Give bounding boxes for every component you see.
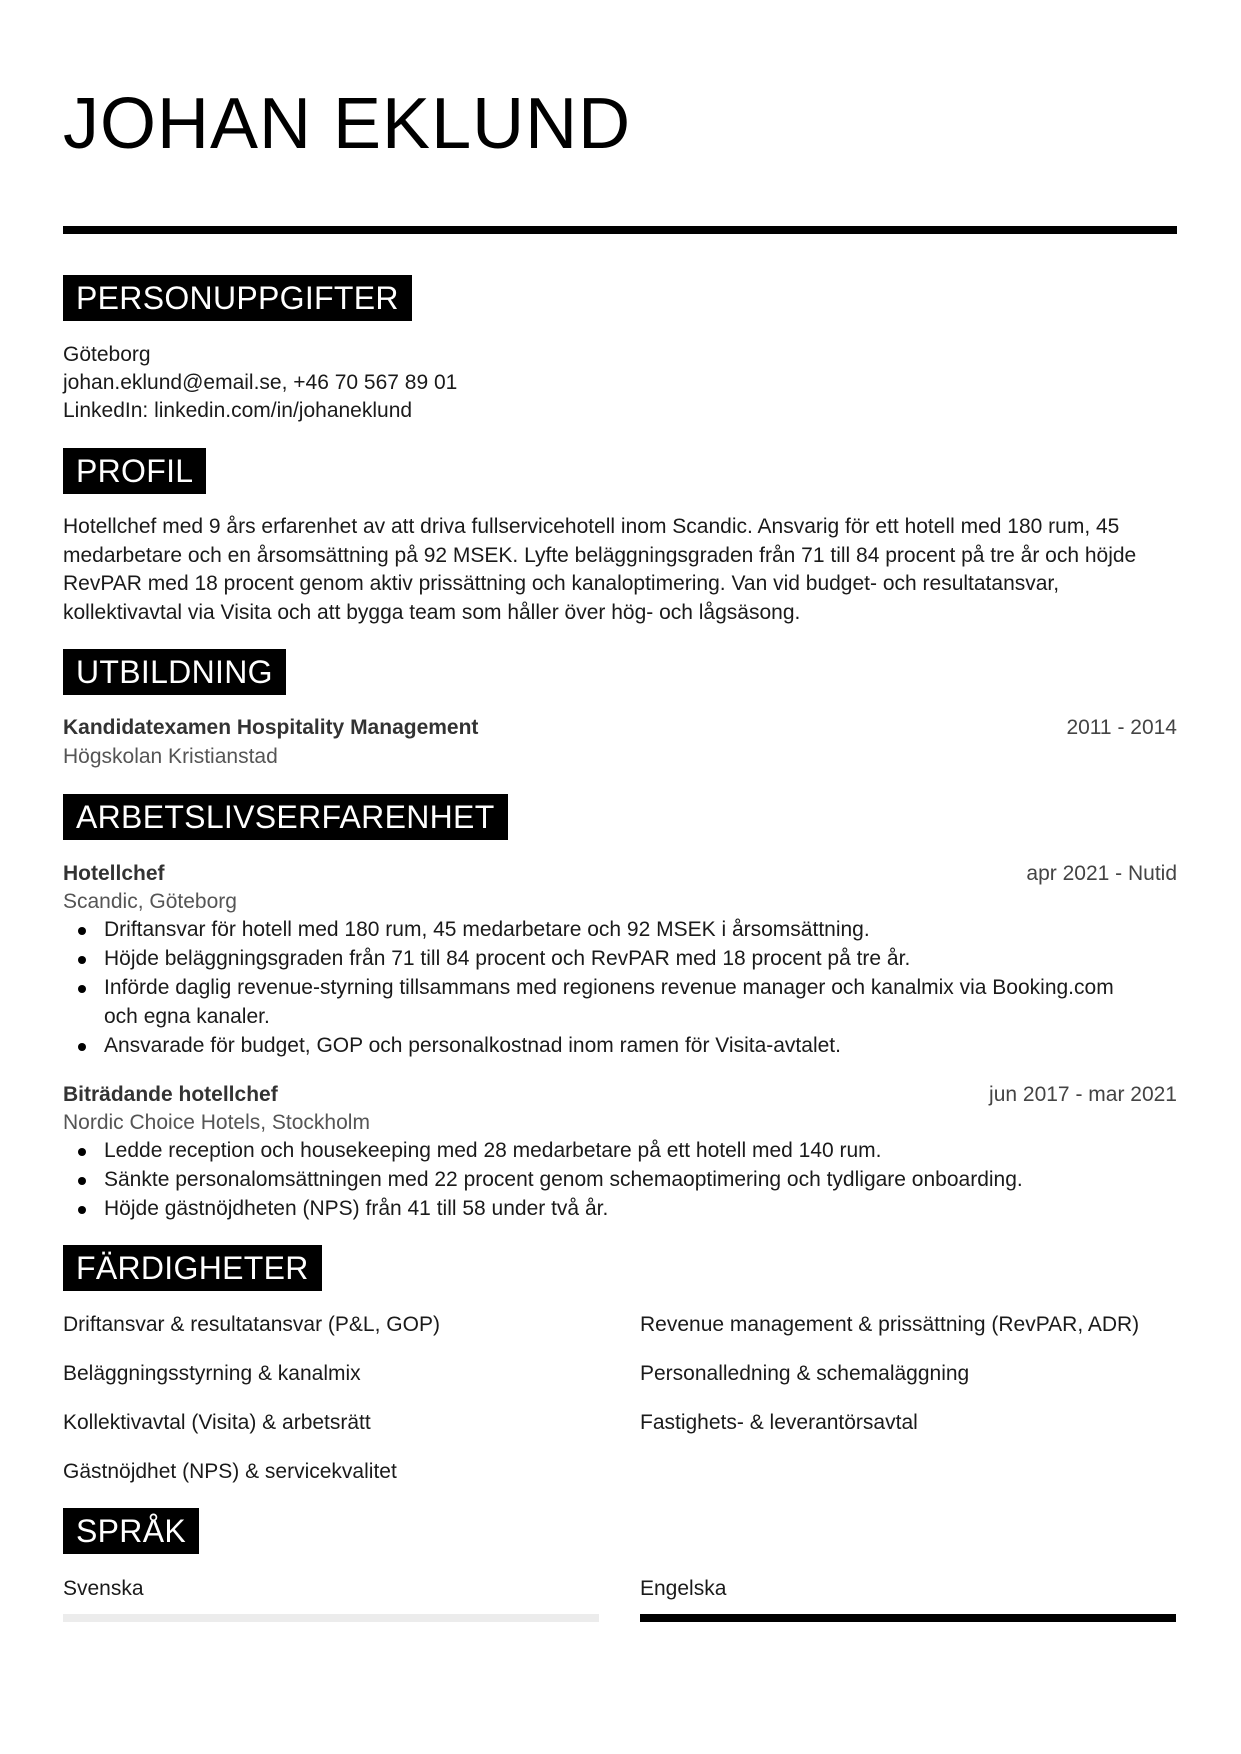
list-item: Driftansvar för hotell med 180 rum, 45 medarbetare och 92 MSEK i årsomsättning. — [63, 915, 1177, 944]
list-item: Ledde reception och housekeeping med 28 medarbetare på ett hotell med 140 rum. — [63, 1136, 1177, 1165]
list-item: Höjde gästnöjdheten (NPS) från 41 till 58 under två år. — [63, 1194, 1177, 1223]
list-item: Sänkte personalomsättningen med 22 procent genom schemaoptimering och tydligare onboarding. — [63, 1165, 1177, 1194]
job-bullets — [63, 1136, 1177, 1223]
skill-item: Fastighets- & leverantörsavtal — [640, 1411, 918, 1434]
name-divider — [63, 226, 1177, 234]
skill-item: Revenue management & prissättning (RevPAR, ADR) — [640, 1313, 1140, 1336]
skill-item: Beläggningsstyrning & kanalmix — [63, 1362, 361, 1385]
education-degree: Kandidatexamen Hospitality Management — [63, 716, 479, 739]
personal-linkedin: LinkedIn: linkedin.com/in/johaneklund — [63, 399, 413, 422]
language-name: Engelska — [640, 1577, 727, 1600]
job-dates: apr 2021 - Nutid — [1026, 862, 1177, 885]
job-title: Biträdande hotellchef — [63, 1083, 278, 1106]
section-heading-personal: PERSONUPPGIFTER — [63, 275, 412, 321]
section-heading-education: UTBILDNING — [63, 649, 286, 695]
section-heading-languages: SPRÅK — [63, 1508, 199, 1554]
profile-text: Hotellchef med 9 års erfarenhet av att driva fullservicehotell inom Scandic. Ansvarig för ett hotell med 180 rum, 45 medarbetare och en årsomsättning på 92 MSEK. Lyfte beläggningsgraden från 71 till 84 procent på tre år och höjde RevPAR med 18 procent genom aktiv prissättning och kanaloptimering. Van vid budget- och resultatansvar, kollektivavtal via Visita och att bygga team som håller över hög- och lågsäsong. — [63, 515, 1137, 624]
list-item: Införde daglig revenue-styrning tillsammans med regionens revenue manager och kanalmix via Booking.com och egna kanaler. — [63, 973, 1177, 1031]
education-school: Högskolan Kristianstad — [63, 745, 278, 768]
job-company: Nordic Choice Hotels, Stockholm — [63, 1111, 370, 1134]
language-level-bar — [63, 1614, 599, 1622]
section-heading-skills: FÄRDIGHETER — [63, 1245, 322, 1291]
skill-item: Gästnöjdhet (NPS) & servicekvalitet — [63, 1460, 397, 1483]
section-heading-profile: PROFIL — [63, 448, 206, 494]
job-title: Hotellchef — [63, 862, 165, 885]
list-item: Höjde beläggningsgraden från 71 till 84 procent och RevPAR med 18 procent på tre år. — [63, 944, 1177, 973]
candidate-name: JOHAN EKLUND — [63, 84, 632, 164]
job-dates: jun 2017 - mar 2021 — [989, 1083, 1177, 1106]
personal-contact: johan.eklund@email.se, +46 70 567 89 01 — [63, 371, 458, 394]
job-company: Scandic, Göteborg — [63, 890, 237, 913]
skill-item: Personalledning & schemaläggning — [640, 1362, 970, 1385]
language-level-bar — [640, 1614, 1176, 1622]
job-bullets — [63, 915, 1177, 1060]
section-heading-experience: ARBETSLIVSERFARENHET — [63, 794, 508, 840]
list-item: Ansvarade för budget, GOP och personalkostnad inom ramen för Visita-avtalet. — [63, 1031, 1177, 1060]
language-name: Svenska — [63, 1577, 144, 1600]
education-dates: 2011 - 2014 — [1066, 716, 1177, 739]
skill-item: Kollektivavtal (Visita) & arbetsrätt — [63, 1411, 371, 1434]
skill-item: Driftansvar & resultatansvar (P&L, GOP) — [63, 1313, 440, 1336]
language-level-fill — [640, 1614, 1176, 1622]
personal-city: Göteborg — [63, 343, 151, 366]
